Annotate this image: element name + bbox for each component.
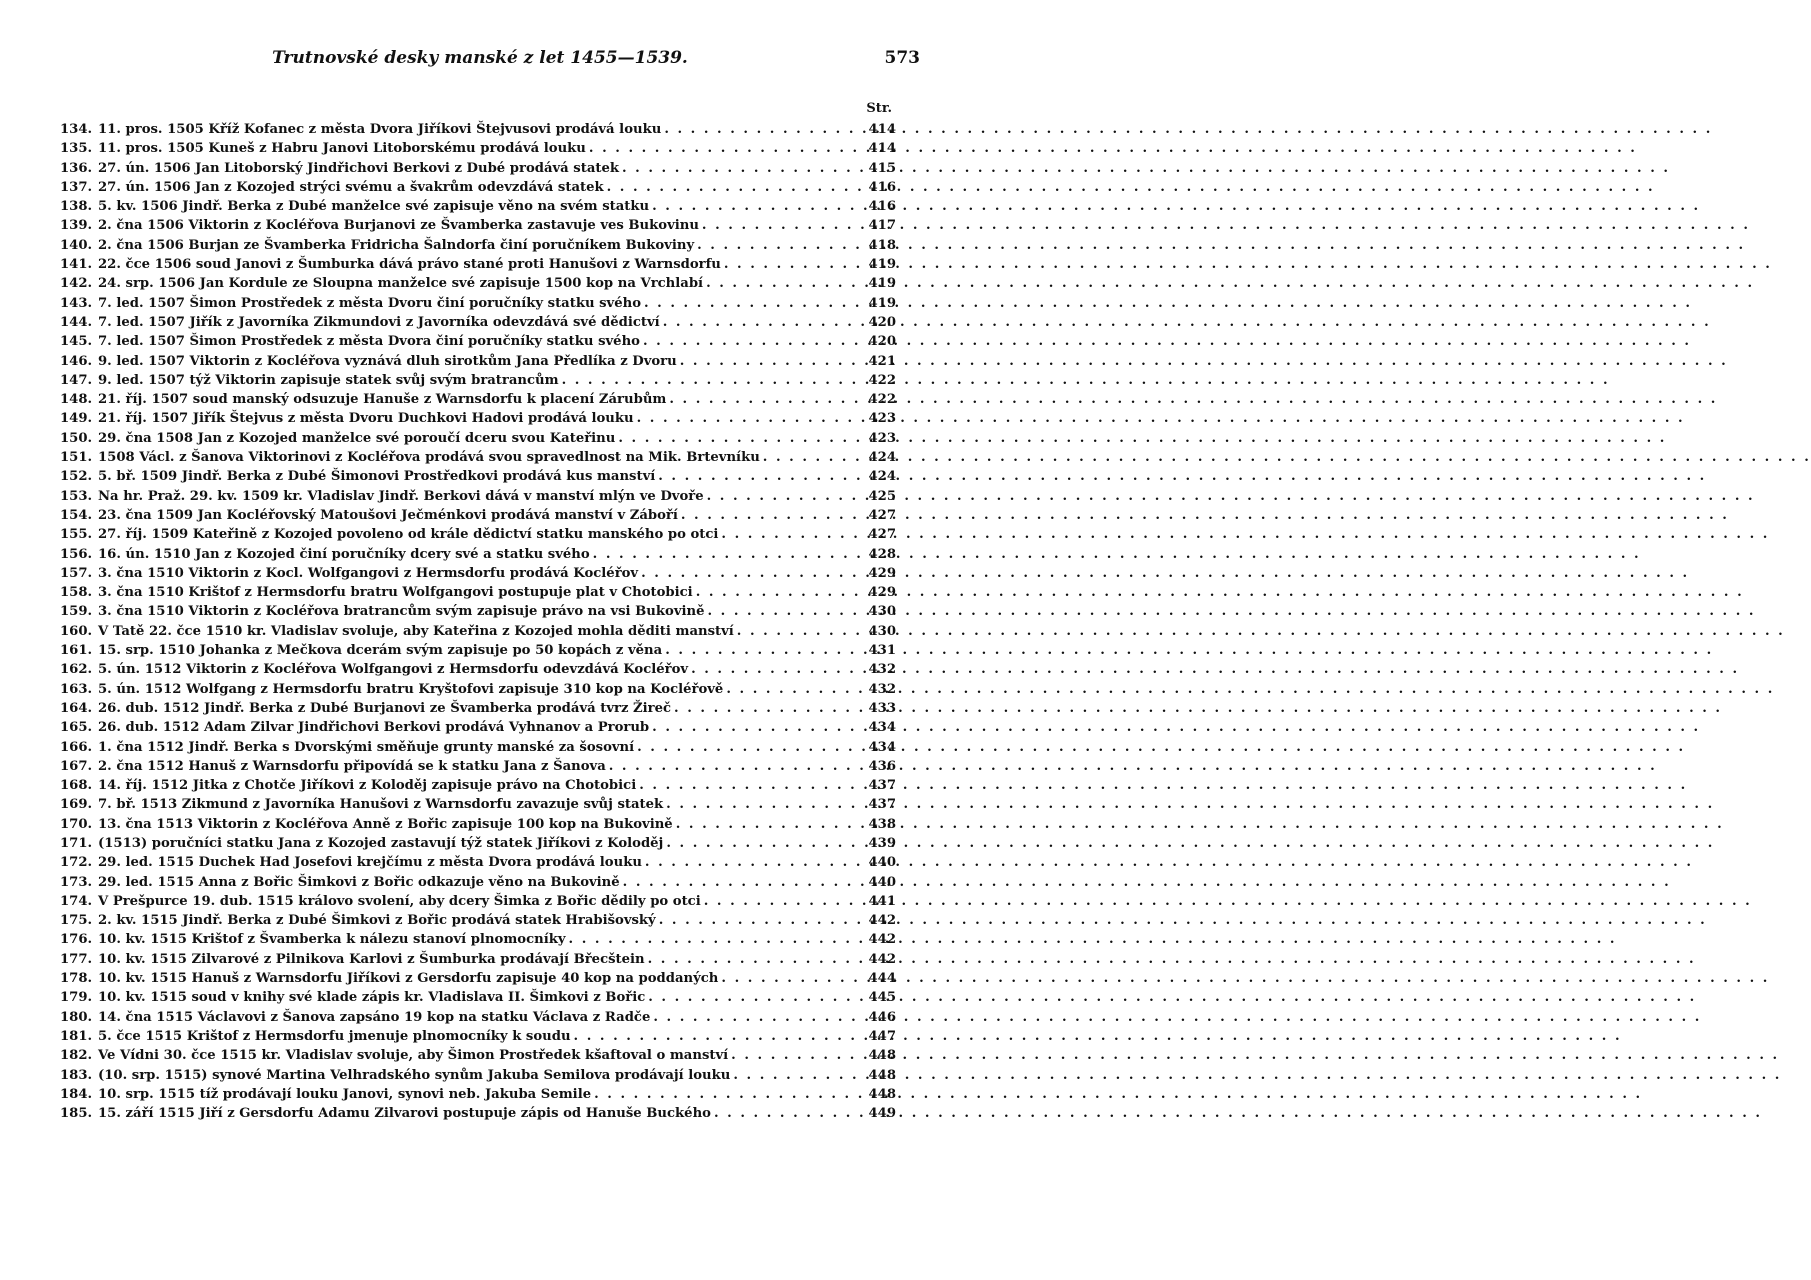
dot-leader [593, 545, 861, 564]
register-entries [60, 120, 896, 1123]
dot-leader [652, 718, 861, 737]
entry-number: 140. [60, 237, 93, 253]
dot-leader [607, 178, 861, 197]
dot-leader [696, 583, 861, 602]
register-entry [60, 525, 896, 544]
register-entry [60, 352, 896, 371]
entry-text: 23. čna 1509 Jan Kocléřovský Matoušovi Ječménkovi prodává manství v Záboří [98, 507, 678, 523]
register-entry [60, 506, 896, 525]
entry-page-reference: 424 [868, 469, 896, 485]
entry-page-reference: 448 [868, 1048, 896, 1064]
dot-leader [737, 622, 861, 641]
dot-leader [653, 1008, 861, 1027]
register-entry [60, 738, 896, 757]
entry-text: 27. ún. 1506 Jan Litoborský Jindřichovi Berkovi z Dubé prodává statek [98, 160, 619, 176]
register-entry [60, 911, 896, 930]
entry-number: 180. [60, 1009, 93, 1025]
entry-number: 172. [60, 855, 93, 871]
entry-text: (10. srp. 1515) synové Martina Velhradského synům Jakuba Semilova prodávají louku [98, 1067, 731, 1083]
entry-text: 10. kv. 1515 Hanuš z Warnsdorfu Jiříkovi z Gersdorfu zapisuje 40 kop na poddaných [98, 971, 719, 987]
entry-page-reference: 415 [868, 160, 896, 176]
entry-page-reference: 419 [868, 295, 896, 311]
dot-leader [724, 255, 861, 274]
entry-text: 27. říj. 1509 Kateřině z Kozojed povoleno od krále dědictví statku manského po otci [98, 527, 719, 543]
entry-page-reference: 423 [868, 430, 896, 446]
register-entry [60, 332, 896, 351]
entry-number: 137. [60, 179, 93, 195]
entry-number: 142. [60, 276, 93, 292]
entry-text: 9. led. 1507 týž Viktorin zapisuje statek svůj svým bratrancům [98, 372, 559, 388]
entry-page-reference: 414 [868, 122, 896, 137]
entry-text: 2. kv. 1515 Jindř. Berka z Dubé Šimkovi z Bořic prodává statek Hrabišovský [98, 913, 656, 929]
entry-page-reference: 440 [868, 855, 896, 871]
register-entry [60, 969, 896, 988]
register-entry [60, 178, 896, 197]
register-entry [60, 1027, 896, 1046]
dot-leader [665, 641, 861, 660]
dot-leader [680, 352, 861, 371]
entry-number: 151. [60, 450, 93, 466]
register-entry [60, 1085, 896, 1104]
entry-page-reference: 416 [868, 179, 896, 195]
dot-leader [569, 930, 861, 949]
register-entry [60, 583, 896, 602]
running-title: Trutnovské desky manské z let 1455—1539. [272, 48, 688, 68]
entry-page-reference: 437 [868, 797, 896, 813]
entry-page-reference: 431 [868, 643, 896, 659]
entry-number: 169. [60, 797, 93, 813]
dot-leader [637, 738, 861, 757]
entry-number: 158. [60, 585, 93, 601]
entry-number: 173. [60, 874, 93, 890]
register-entry [60, 467, 896, 486]
entry-page-reference: 442 [868, 951, 896, 967]
entry-number: 160. [60, 623, 93, 639]
register-entry [60, 545, 896, 564]
entry-text: 3. čna 1510 Viktorin z Kocléřova bratrancům svým zapisuje právo na vsi Bukovině [98, 604, 705, 620]
register-entry [60, 448, 896, 467]
entry-page-reference: 419 [868, 276, 896, 292]
register-entry [60, 1104, 896, 1123]
entry-text: 21. říj. 1507 Jiřík Štejvus z města Dvoru Duchkovi Hadovi prodává louku [98, 411, 634, 427]
register-entry [60, 853, 896, 872]
entry-number: 161. [60, 643, 93, 659]
dot-leader [702, 216, 861, 235]
entry-number: 170. [60, 816, 93, 832]
entry-text: 21. říj. 1507 soud manský odsuzuje Hanuše z Warnsdorfu k placení Zárubům [98, 392, 667, 408]
entry-page-reference: 418 [868, 237, 896, 253]
entry-text: 7. led. 1507 Šimon Prostředek z města Dvora činí poručníky statku svého [98, 334, 640, 350]
dot-leader [763, 448, 861, 467]
entry-text: 7. led. 1507 Jiřík z Javorníka Zikmundovi z Javorníka odevzdává své dědictví [98, 314, 660, 330]
dot-leader [666, 795, 861, 814]
page-column-label: Str. [866, 101, 892, 116]
entry-text: 22. čce 1506 soud Janovi z Šumburka dává právo stané proti Hanušovi z Warnsdorfu [98, 257, 721, 273]
register-entry [60, 120, 896, 139]
entry-text: V Tatě 22. čce 1510 kr. Vladislav svoluje, aby Kateřina z Kozojed mohla děditi manství [98, 623, 734, 639]
entry-page-reference: 449 [868, 1106, 896, 1122]
entry-number: 163. [60, 681, 93, 697]
entry-page-reference: 421 [868, 353, 896, 369]
entry-number: 146. [60, 353, 93, 369]
entry-page-reference: 434 [868, 739, 896, 755]
dot-leader [622, 159, 861, 178]
entry-number: 185. [60, 1106, 93, 1122]
entry-number: 167. [60, 758, 93, 774]
entry-text: 3. čna 1510 Viktorin z Kocl. Wolfgangovi z Hermsdorfu prodává Kocléřov [98, 565, 639, 581]
entry-page-reference: 434 [868, 720, 896, 736]
entry-text: (1513) poručníci statku Jana z Kozojed zastavují týž statek Jiříkovi z Koloděj [98, 835, 664, 851]
entry-page-reference: 419 [868, 257, 896, 273]
entry-page-reference: 428 [868, 546, 896, 562]
entry-page-reference: 437 [868, 778, 896, 794]
page-header [40, 48, 920, 72]
dot-leader [731, 1046, 861, 1065]
dot-leader [707, 602, 861, 621]
entry-page-reference: 442 [868, 932, 896, 948]
entry-number: 154. [60, 507, 93, 523]
entry-text: 7. led. 1507 Šimon Prostředek z města Dvoru činí poručníky statku svého [98, 295, 641, 311]
entry-page-reference: 429 [868, 565, 896, 581]
entry-number: 176. [60, 932, 93, 948]
register-entry [60, 988, 896, 1007]
dot-leader [733, 1066, 861, 1085]
entry-page-reference: 433 [868, 700, 896, 716]
entry-text: 10. kv. 1515 Zilvarové z Pilnikova Karlovi z Šumburka prodávají Břecštein [98, 951, 645, 967]
entry-number: 165. [60, 720, 93, 736]
register-entry [60, 834, 896, 853]
register-entry [60, 1046, 896, 1065]
entry-number: 178. [60, 971, 93, 987]
dot-leader [637, 409, 861, 428]
entry-text: 26. dub. 1512 Adam Zilvar Jindřichovi Berkovi prodává Vyhnanov a Prorub [98, 720, 650, 736]
entry-number: 181. [60, 1028, 93, 1044]
entry-number: 153. [60, 488, 93, 504]
entry-page-reference: 441 [868, 893, 896, 909]
entry-page-reference: 438 [868, 816, 896, 832]
entry-page-reference: 417 [868, 218, 896, 234]
entry-page-reference: 444 [868, 971, 896, 987]
entry-number: 182. [60, 1048, 93, 1064]
dot-leader [643, 332, 861, 351]
register-entry [60, 892, 896, 911]
dot-leader [609, 757, 861, 776]
register-entry [60, 718, 896, 737]
register-entry [60, 390, 896, 409]
dot-leader [641, 564, 861, 583]
register-entry [60, 371, 896, 390]
register-entry [60, 757, 896, 776]
entry-page-reference: 424 [868, 450, 896, 466]
register-entry [60, 602, 896, 621]
entry-text: 29. čna 1508 Jan z Kozojed manželce své poroučí dceru svou Kateřinu [98, 430, 616, 446]
entry-page-reference: 420 [868, 314, 896, 330]
entry-text: 10. kv. 1515 Krištof z Švamberka k nálezu stanoví plnomocníky [98, 932, 566, 948]
dot-leader [714, 1104, 861, 1123]
entry-page-reference: 432 [868, 662, 896, 678]
entry-page-reference: 423 [868, 411, 896, 427]
register-entry [60, 1008, 896, 1027]
dot-leader [704, 892, 861, 911]
register-entry [60, 699, 896, 718]
dot-leader [618, 429, 861, 448]
page-number: 573 [884, 48, 920, 68]
entry-text: 15. září 1515 Jiří z Gersdorfu Adamu Zilvarovi postupuje zápis od Hanuše Buckého [98, 1106, 711, 1122]
entry-text: 29. led. 1515 Duchek Had Josefovi krejčímu z města Dvora prodává louku [98, 855, 642, 871]
entry-text: 7. bř. 1513 Zikmund z Javorníka Hanušovi z Warnsdorfu zavazuje svůj statek [98, 797, 664, 813]
entry-text: 15. srp. 1510 Johanka z Mečkova dcerám svým zapisuje po 50 kopách z věna [98, 643, 663, 659]
entry-number: 138. [60, 199, 93, 215]
register-entry [60, 274, 896, 293]
entry-number: 134. [60, 122, 93, 137]
entry-text: 9. led. 1507 Viktorin z Kocléřova vyznává dluh sirotkům Jana Předlíka z Dvoru [98, 353, 677, 369]
entry-text: 3. čna 1510 Krištof z Hermsdorfu bratru Wolfgangovi postupuje plat v Chotobici [98, 585, 693, 601]
dot-leader [676, 815, 861, 834]
entry-number: 179. [60, 990, 93, 1006]
register-entry [60, 641, 896, 660]
register-entry [60, 660, 896, 679]
entry-number: 156. [60, 546, 93, 562]
entry-text: 14. říj. 1512 Jitka z Chotče Jiříkovi z Koloděj zapisuje právo na Chotobici [98, 778, 637, 794]
dot-leader [574, 1027, 861, 1046]
entry-number: 136. [60, 160, 93, 176]
dot-leader [669, 390, 861, 409]
entry-number: 147. [60, 372, 93, 388]
register-entry [60, 313, 896, 332]
entry-number: 145. [60, 334, 93, 350]
entry-text: 16. ún. 1510 Jan z Kozojed činí poručníky dcery své a statku svého [98, 546, 590, 562]
register-entry [60, 487, 896, 506]
entry-number: 157. [60, 565, 93, 581]
entry-text: 26. dub. 1512 Jindř. Berka z Dubé Burjanovi ze Švamberka prodává tvrz Žireč [98, 700, 672, 716]
entry-page-reference: 448 [868, 1086, 896, 1102]
entry-number: 143. [60, 295, 93, 311]
entry-page-reference: 445 [868, 990, 896, 1006]
entry-number: 183. [60, 1067, 93, 1083]
register-entry [60, 564, 896, 583]
entry-number: 174. [60, 893, 93, 909]
entry-text: 29. led. 1515 Anna z Bořic Šimkovi z Bořic odkazuje věno na Bukovině [98, 874, 620, 890]
dot-leader [664, 120, 861, 139]
dot-leader [644, 294, 861, 313]
register-entry [60, 950, 896, 969]
dot-leader [666, 834, 861, 853]
entry-text: V Prešpurce 19. dub. 1515 královo svolení, aby dcery Šimka z Bořic dědily po otci [98, 893, 701, 909]
entry-page-reference: 440 [868, 874, 896, 890]
entry-text: Na hr. Praž. 29. kv. 1509 kr. Vladislav Jindř. Berkovi dává v manství mlýn ve Dvoře [98, 488, 704, 504]
entry-page-reference: 427 [868, 527, 896, 543]
dot-leader [659, 911, 861, 930]
entry-number: 149. [60, 411, 93, 427]
entry-number: 148. [60, 392, 93, 408]
entry-text: 14. čna 1515 Václavovi z Šanova zapsáno 19 kop na statku Václava z Radče [98, 1009, 651, 1025]
entry-text: Ve Vídni 30. čce 1515 kr. Vladislav svoluje, aby Šimon Prostředek kšaftoval o manství [98, 1048, 729, 1064]
register-entry [60, 216, 896, 235]
entry-text: 13. čna 1513 Viktorin z Kocléřova Anně z Bořic zapisuje 100 kop na Bukovině [98, 816, 673, 832]
entry-page-reference: 416 [868, 199, 896, 215]
entry-text: 5. ún. 1512 Wolfgang z Hermsdorfu bratru Kryštofovi zapisuje 310 kop na Kocléřově [98, 681, 724, 697]
dot-leader [663, 313, 861, 332]
register-entry [60, 197, 896, 216]
entry-number: 144. [60, 314, 93, 330]
entry-page-reference: 422 [868, 392, 896, 408]
entry-page-reference: 436 [868, 758, 896, 774]
entry-number: 177. [60, 951, 93, 967]
dot-leader [706, 274, 861, 293]
dot-leader [645, 853, 861, 872]
register-entry [60, 255, 896, 274]
entry-text: 1. čna 1512 Jindř. Berka s Dvorskými směňuje grunty manské za šosovní [98, 739, 635, 755]
entry-text: 2. čna 1512 Hanuš z Warnsdorfu připovídá se k statku Jana z Šanova [98, 758, 606, 774]
entry-page-reference: 439 [868, 835, 896, 851]
register-entry [60, 159, 896, 178]
entry-page-reference: 420 [868, 334, 896, 350]
entry-number: 166. [60, 739, 93, 755]
dot-leader [726, 680, 861, 699]
entry-text: 5. čce 1515 Krištof z Hermsdorfu jmenuje plnomocníky k soudu [98, 1028, 571, 1044]
register-entry [60, 795, 896, 814]
entry-number: 171. [60, 835, 93, 851]
register-entry [60, 873, 896, 892]
dot-leader [674, 699, 861, 718]
entry-page-reference: 430 [868, 623, 896, 639]
register-entry [60, 1066, 896, 1085]
dot-leader [681, 506, 861, 525]
dot-leader [648, 950, 861, 969]
entry-page-reference: 427 [868, 507, 896, 523]
entry-number: 168. [60, 778, 93, 794]
entry-text: 2. čna 1506 Burjan ze Švamberka Fridricha Šalndorfa činí poručníkem Bukoviny [98, 237, 695, 253]
entry-number: 141. [60, 257, 93, 273]
entry-text: 2. čna 1506 Viktorin z Kocléřova Burjanovi ze Švamberka zastavuje ves Bukovinu [98, 218, 699, 234]
register-entry [60, 236, 896, 255]
register-entry [60, 815, 896, 834]
entry-number: 184. [60, 1086, 93, 1102]
dot-leader [652, 197, 861, 216]
entry-text: 24. srp. 1506 Jan Kordule ze Sloupna manželce své zapisuje 1500 kop na Vrchlabí [98, 276, 704, 292]
entry-page-reference: 447 [868, 1028, 896, 1044]
dot-leader [594, 1085, 861, 1104]
entry-number: 150. [60, 430, 93, 446]
register-entry [60, 139, 896, 158]
dot-leader [648, 988, 861, 1007]
register-entry [60, 776, 896, 795]
entry-page-reference: 429 [868, 585, 896, 601]
register-entry [60, 294, 896, 313]
entry-text: 1508 Václ. z Šanova Viktorinovi z Kocléřova prodává svou spravedlnost na Mik. Brtevníku [98, 450, 760, 466]
entry-page-reference: 446 [868, 1009, 896, 1025]
entry-page-reference: 448 [868, 1067, 896, 1083]
dot-leader [658, 467, 861, 486]
register-entry [60, 680, 896, 699]
entry-text: 11. pros. 1505 Kříž Kofanec z města Dvora Jiříkovi Štejvusovi prodává louku [98, 122, 662, 137]
register-entry [60, 622, 896, 641]
dot-leader [623, 873, 861, 892]
dot-leader [707, 487, 861, 506]
entry-number: 175. [60, 913, 93, 929]
entry-text: 10. kv. 1515 soud v knihy své klade zápis kr. Vladislava II. Šimkovi z Bořic [98, 990, 646, 1006]
entry-number: 135. [60, 141, 93, 157]
entry-page-reference: 425 [868, 488, 896, 504]
dot-leader [639, 776, 861, 795]
register-entry [60, 429, 896, 448]
register-entry [60, 409, 896, 428]
dot-leader [697, 236, 861, 255]
dot-leader [721, 525, 861, 544]
dot-leader [691, 660, 861, 679]
entry-number: 162. [60, 662, 93, 678]
entry-number: 164. [60, 700, 93, 716]
entry-number: 155. [60, 527, 93, 543]
dot-leader [589, 139, 861, 158]
entry-text: 27. ún. 1506 Jan z Kozojed strýci svému a švakrům odevzdává statek [98, 179, 604, 195]
entry-page-reference: 442 [868, 913, 896, 929]
entry-number: 159. [60, 604, 93, 620]
entry-page-reference: 430 [868, 604, 896, 620]
entry-text: 5. ún. 1512 Viktorin z Kocléřova Wolfgangovi z Hermsdorfu odevzdává Kocléřov [98, 662, 689, 678]
dot-leader [562, 371, 861, 390]
entry-number: 139. [60, 218, 93, 234]
entry-page-reference: 414 [868, 141, 896, 157]
entry-page-reference: 422 [868, 372, 896, 388]
dot-leader [721, 969, 861, 988]
entry-text: 11. pros. 1505 Kuneš z Habru Janovi Litoborskému prodává louku [98, 141, 586, 157]
entry-text: 5. kv. 1506 Jindř. Berka z Dubé manželce své zapisuje věno na svém statku [98, 199, 650, 215]
entry-text: 5. bř. 1509 Jindř. Berka z Dubé Šimonovi Prostředkovi prodává kus manství [98, 469, 656, 485]
entry-page-reference: 432 [868, 681, 896, 697]
entry-number: 152. [60, 469, 93, 485]
entry-text: 10. srp. 1515 tíž prodávají louku Janovi, synovi neb. Jakuba Semile [98, 1086, 592, 1102]
register-entry [60, 930, 896, 949]
